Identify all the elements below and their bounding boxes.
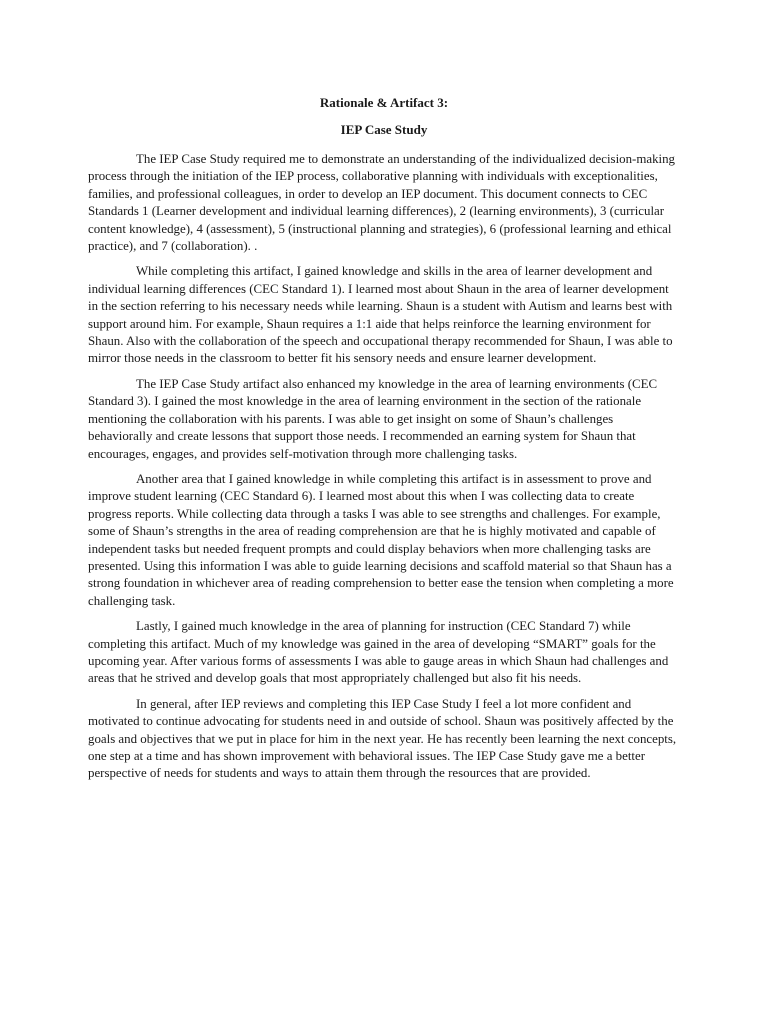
document-title: Rationale & Artifact 3: [319,95,449,110]
paragraph-intro: The IEP Case Study required me to demonstrate an understanding of the individualized decision-making process through the initiation of the IEP process, collaborative planning with individuals with exceptionalities, families, and professional colleagues, in order to develop an IEP document. This document connects to CEC Standards 1 (Learner development and individual learning differences), 2 (learning environments), 3 (curricular content knowledge), 4 (assessment), 5 (instructional planning and strategies), 6 (professional learning and ethical practice), and 7 (collaboration). . [88,152,676,254]
paragraph-planning-instruction: Lastly, I gained much knowledge in the area of planning for instruction (CEC Standard 7) while completing this artifact. Much of my knowledge was gained in the area of developing “SMART” goals for the upcoming year. After various forms of assessments I was able to gauge areas in which Shaun had challenges and areas that he strived and develop goals that most appropriately challenged but also fit his needs. [88,619,669,686]
document-page [88,88,680,783]
paragraph-learner-development: While completing this artifact, I gained knowledge and skills in the area of learner development and individual learning differences (CEC Standard 1). I learned most about Shaun in the area of learner development in the section referring to his necessary needs while learning. Shaun is a student with Autism and learns best with support around him. For example, Shaun requires a 1:1 aide that helps reinforce the learning environment for Shaun. Also with the collaboration of the speech and occupational therapy recommended for Shaun, I was able to mirror those needs in the classroom to better fit his sensory needs and ensure learner development. [88,264,673,366]
document-subtitle: IEP Case Study [340,122,428,137]
paragraph-learning-environments: The IEP Case Study artifact also enhanced my knowledge in the area of learning environments (CEC Standard 3). I gained the most knowledge in the area of learning environment in the section of the rationale mentioning the collaboration with his parents. I was able to get insight on some of Shaun’s challenges behaviorally and create lessons that support those needs. I recommended an earning system for Shaun that encourages, engages, and provides self-motivation through more challenging tasks. [88,376,658,461]
paragraph-conclusion: In general, after IEP reviews and completing this IEP Case Study I feel a lot more confident and motivated to continue advocating for students need in and outside of school. Shaun was positively affected by the goals and objectives that we put in place for him in the next year. He has recently been learning the next concepts, one step at a time and has shown improvement with behavioral issues. The IEP Case Study gave me a better perspective of needs for students and ways to attain them through the resources that are provided. [88,696,677,781]
paragraph-assessment: Another area that I gained knowledge in while completing this artifact is in assessment to prove and improve student learning (CEC Standard 6). I learned most about this when I was collecting data to create progress reports. While collecting data through a tasks I was able to see strengths and challenges. For example, some of Shaun’s strengths in the area of reading comprehension are that he is highly motivated and capable of independent tasks but needed frequent prompts and could display behaviors when more challenging tasks are presented. Using this information I was able to guide learning decisions and scaffold material so that Shaun has a strong foundation in whichever area of reading comprehension to better ease the tension when completing a more challenging task. [88,471,674,608]
